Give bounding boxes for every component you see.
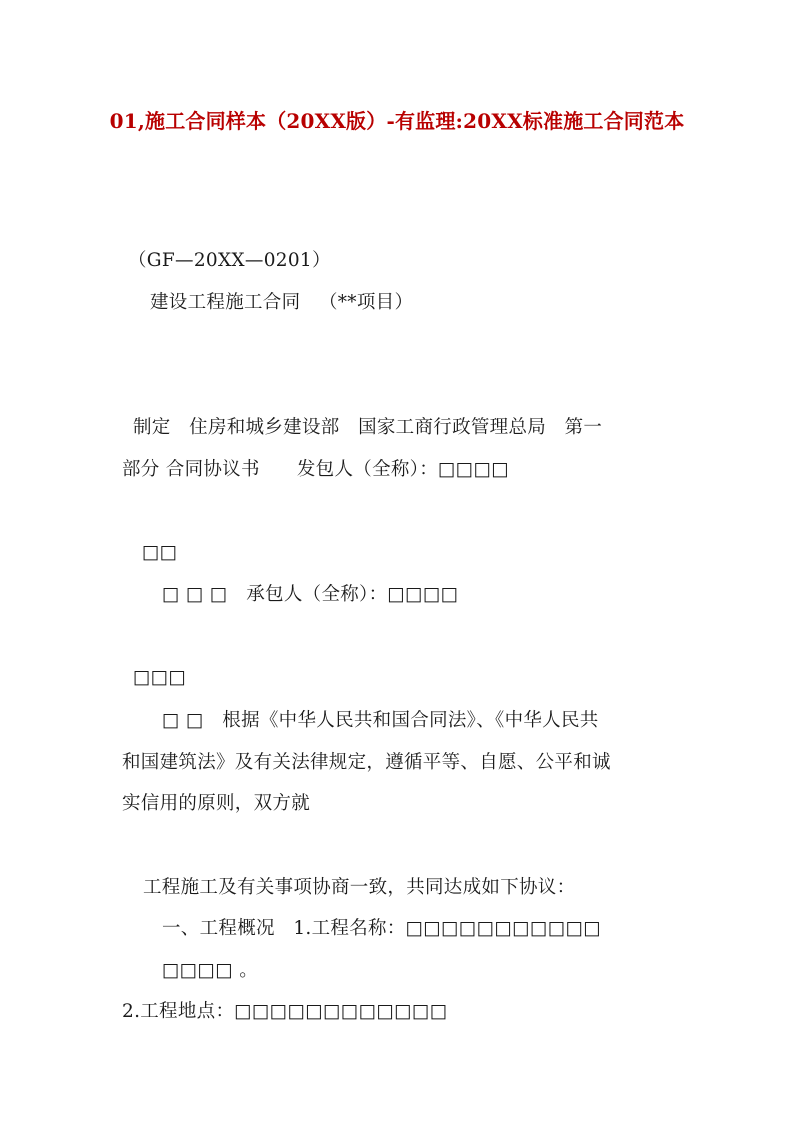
document-line: 制定 住房和城乡建设部 国家工商行政管理总局 第一	[133, 417, 603, 438]
document-line: □□	[142, 542, 178, 563]
document-title: 01,施工合同样本（20XX版）-有监理:20XX标准施工合同范本	[109, 109, 685, 133]
document-line: 实信用的原则，双方就	[122, 793, 311, 814]
document-line: 部分 合同协议书 发包人（全称）：□□□□	[122, 459, 510, 480]
document-line: 一、工程概况 1.工程名称：□□□□□□□□□□□	[162, 918, 602, 939]
document-line: □□□	[133, 667, 187, 688]
document-line: □□□□ 。	[162, 960, 259, 981]
document-line: □ □ □ 承包人（全称）：□□□□	[162, 584, 459, 605]
document-line: 工程施工及有关事项协商一致，共同达成如下协议：	[143, 877, 576, 898]
document-line: 建设工程施工合同 （**项目）	[150, 292, 414, 313]
document-line: （GF—20XX—0201）	[128, 250, 331, 271]
document-line: □ □ 根据《中华人民共和国合同法》、《中华人民共	[162, 710, 599, 731]
document-line: 和国建筑法》及有关法律规定，遵循平等、自愿、公平和诚	[122, 752, 611, 773]
document-line: 2.工程地点：□□□□□□□□□□□□	[122, 1001, 448, 1022]
